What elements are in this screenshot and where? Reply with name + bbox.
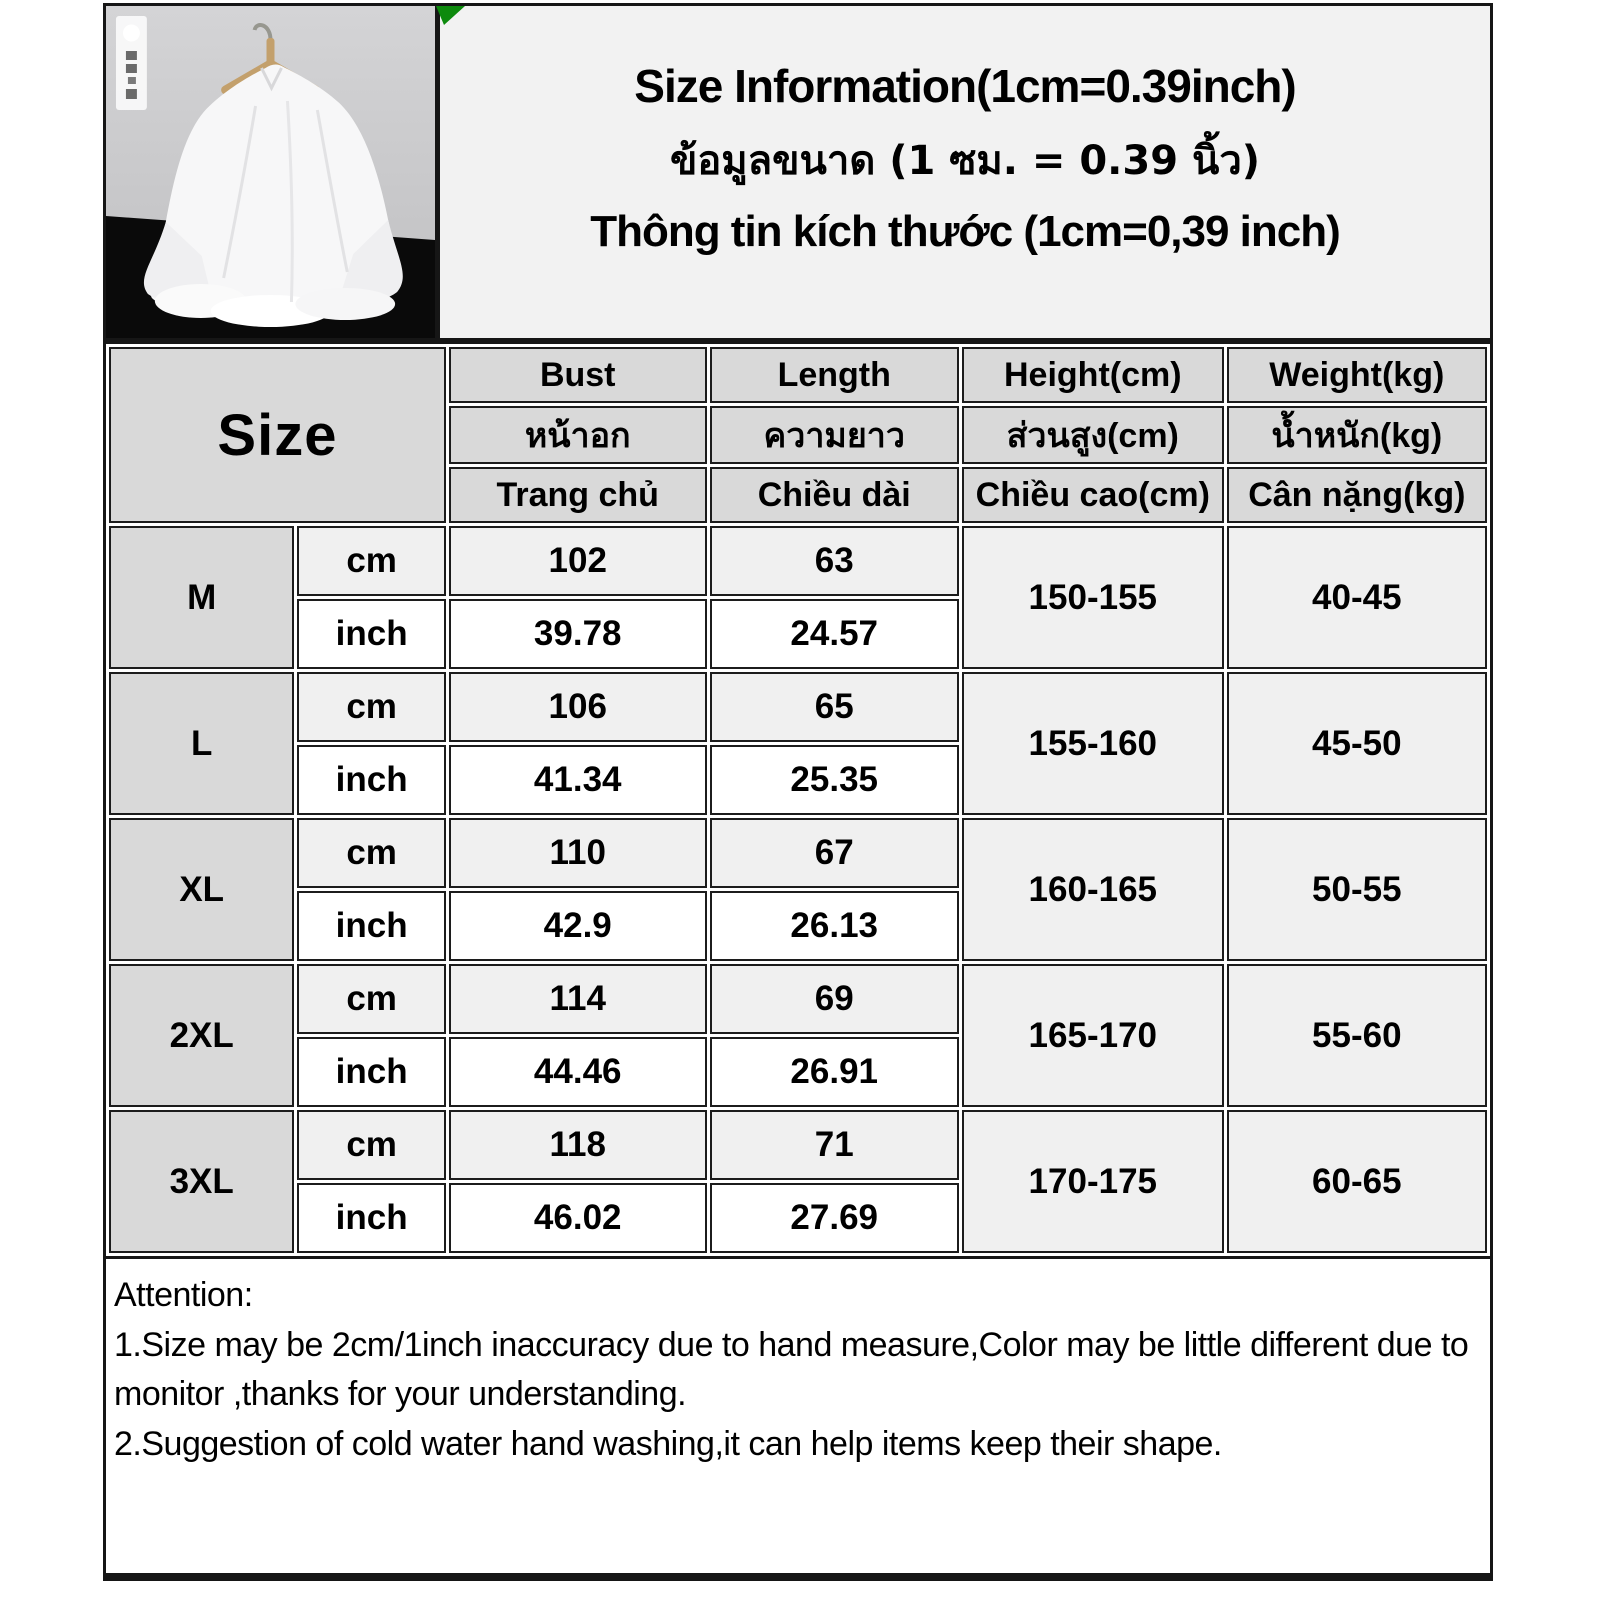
table-row-3xl bbox=[109, 1110, 1487, 1180]
col-header-length-en: Length bbox=[710, 347, 959, 403]
bust-cm-value: 102 bbox=[449, 526, 707, 596]
bust-inch-value: 41.34 bbox=[449, 745, 707, 815]
title-box bbox=[440, 3, 1493, 341]
attention-box bbox=[103, 1259, 1493, 1581]
size-info-title-vi: Thông tin kích thước (1cm=0,39 inch) bbox=[590, 207, 1340, 256]
unit-label-inch: inch bbox=[297, 1037, 446, 1107]
product-photo-graphic bbox=[106, 6, 435, 338]
size-table bbox=[103, 341, 1493, 1259]
unit-label-inch: inch bbox=[297, 745, 446, 815]
photo-badge bbox=[116, 16, 147, 110]
col-header-weight-vi: Cân nặng(kg) bbox=[1227, 467, 1487, 523]
bust-cm-value: 118 bbox=[449, 1110, 707, 1180]
unit-label-cm: cm bbox=[297, 818, 446, 888]
col-header-weight-th: น้ำหนัก(kg) bbox=[1227, 406, 1487, 464]
table-row-m bbox=[109, 526, 1487, 596]
top-row bbox=[103, 3, 1493, 341]
bust-cm-value: 114 bbox=[449, 964, 707, 1034]
col-header-length-th: ความยาว bbox=[710, 406, 959, 464]
weight-value: 60-65 bbox=[1227, 1110, 1487, 1253]
bust-inch-value: 44.46 bbox=[449, 1037, 707, 1107]
size-info-title-th: ข้อมูลขนาด (1 ซม. = 0.39 นิ้ว) bbox=[669, 138, 1261, 184]
product-photo bbox=[103, 3, 440, 341]
size-label: 3XL bbox=[109, 1110, 294, 1253]
size-column-header: Size bbox=[109, 347, 446, 523]
bust-inch-value: 46.02 bbox=[449, 1183, 707, 1253]
bust-cm-value: 110 bbox=[449, 818, 707, 888]
attention-note-2: 2.Suggestion of cold water hand washing,it can help items keep their shape. bbox=[114, 1424, 1222, 1463]
unit-label-inch: inch bbox=[297, 599, 446, 669]
height-value: 150-155 bbox=[962, 526, 1224, 669]
col-header-height-th: ส่วนสูง(cm) bbox=[962, 406, 1224, 464]
attention-heading: Attention: bbox=[114, 1276, 253, 1314]
length-cm-value: 71 bbox=[710, 1110, 959, 1180]
length-inch-value: 25.35 bbox=[710, 745, 959, 815]
height-value: 160-165 bbox=[962, 818, 1224, 961]
col-header-length-vi: Chiều dài bbox=[710, 467, 959, 523]
green-corner-icon bbox=[436, 6, 465, 25]
col-header-height-en: Height(cm) bbox=[962, 347, 1224, 403]
length-cm-value: 67 bbox=[710, 818, 959, 888]
length-inch-value: 24.57 bbox=[710, 599, 959, 669]
size-label: L bbox=[109, 672, 294, 815]
height-value: 155-160 bbox=[962, 672, 1224, 815]
table-row-2xl bbox=[109, 964, 1487, 1034]
weight-value: 55-60 bbox=[1227, 964, 1487, 1107]
unit-label-inch: inch bbox=[297, 891, 446, 961]
table-row-l bbox=[109, 672, 1487, 742]
weight-value: 40-45 bbox=[1227, 526, 1487, 669]
height-value: 170-175 bbox=[962, 1110, 1224, 1253]
weight-value: 50-55 bbox=[1227, 818, 1487, 961]
size-label: 2XL bbox=[109, 964, 294, 1107]
length-cm-value: 63 bbox=[710, 526, 959, 596]
col-header-bust-vi: Trang chủ bbox=[449, 467, 707, 523]
table-row-xl bbox=[109, 818, 1487, 888]
height-value: 165-170 bbox=[962, 964, 1224, 1107]
content bbox=[103, 3, 1493, 1581]
unit-label-cm: cm bbox=[297, 964, 446, 1034]
attention-note-1: 1.Size may be 2cm/1inch inaccuracy due to hand measure,Color may be little different due to monitor ,thanks for your understanding. bbox=[114, 1326, 1469, 1413]
col-header-weight-en: Weight(kg) bbox=[1227, 347, 1487, 403]
length-inch-value: 26.91 bbox=[710, 1037, 959, 1107]
col-header-bust-en: Bust bbox=[449, 347, 707, 403]
unit-label-cm: cm bbox=[297, 1110, 446, 1180]
weight-value: 45-50 bbox=[1227, 672, 1487, 815]
size-label: M bbox=[109, 526, 294, 669]
bust-inch-value: 42.9 bbox=[449, 891, 707, 961]
length-cm-value: 69 bbox=[710, 964, 959, 1034]
unit-label-inch: inch bbox=[297, 1183, 446, 1253]
size-info-title-en: Size Information(1cm=0.39inch) bbox=[634, 60, 1296, 112]
unit-label-cm: cm bbox=[297, 526, 446, 596]
col-header-height-vi: Chiều cao(cm) bbox=[962, 467, 1224, 523]
length-cm-value: 65 bbox=[710, 672, 959, 742]
size-label: XL bbox=[109, 818, 294, 961]
col-header-bust-th: หน้าอก bbox=[449, 406, 707, 464]
length-inch-value: 26.13 bbox=[710, 891, 959, 961]
bust-inch-value: 39.78 bbox=[449, 599, 707, 669]
length-inch-value: 27.69 bbox=[710, 1183, 959, 1253]
bust-cm-value: 106 bbox=[449, 672, 707, 742]
unit-label-cm: cm bbox=[297, 672, 446, 742]
